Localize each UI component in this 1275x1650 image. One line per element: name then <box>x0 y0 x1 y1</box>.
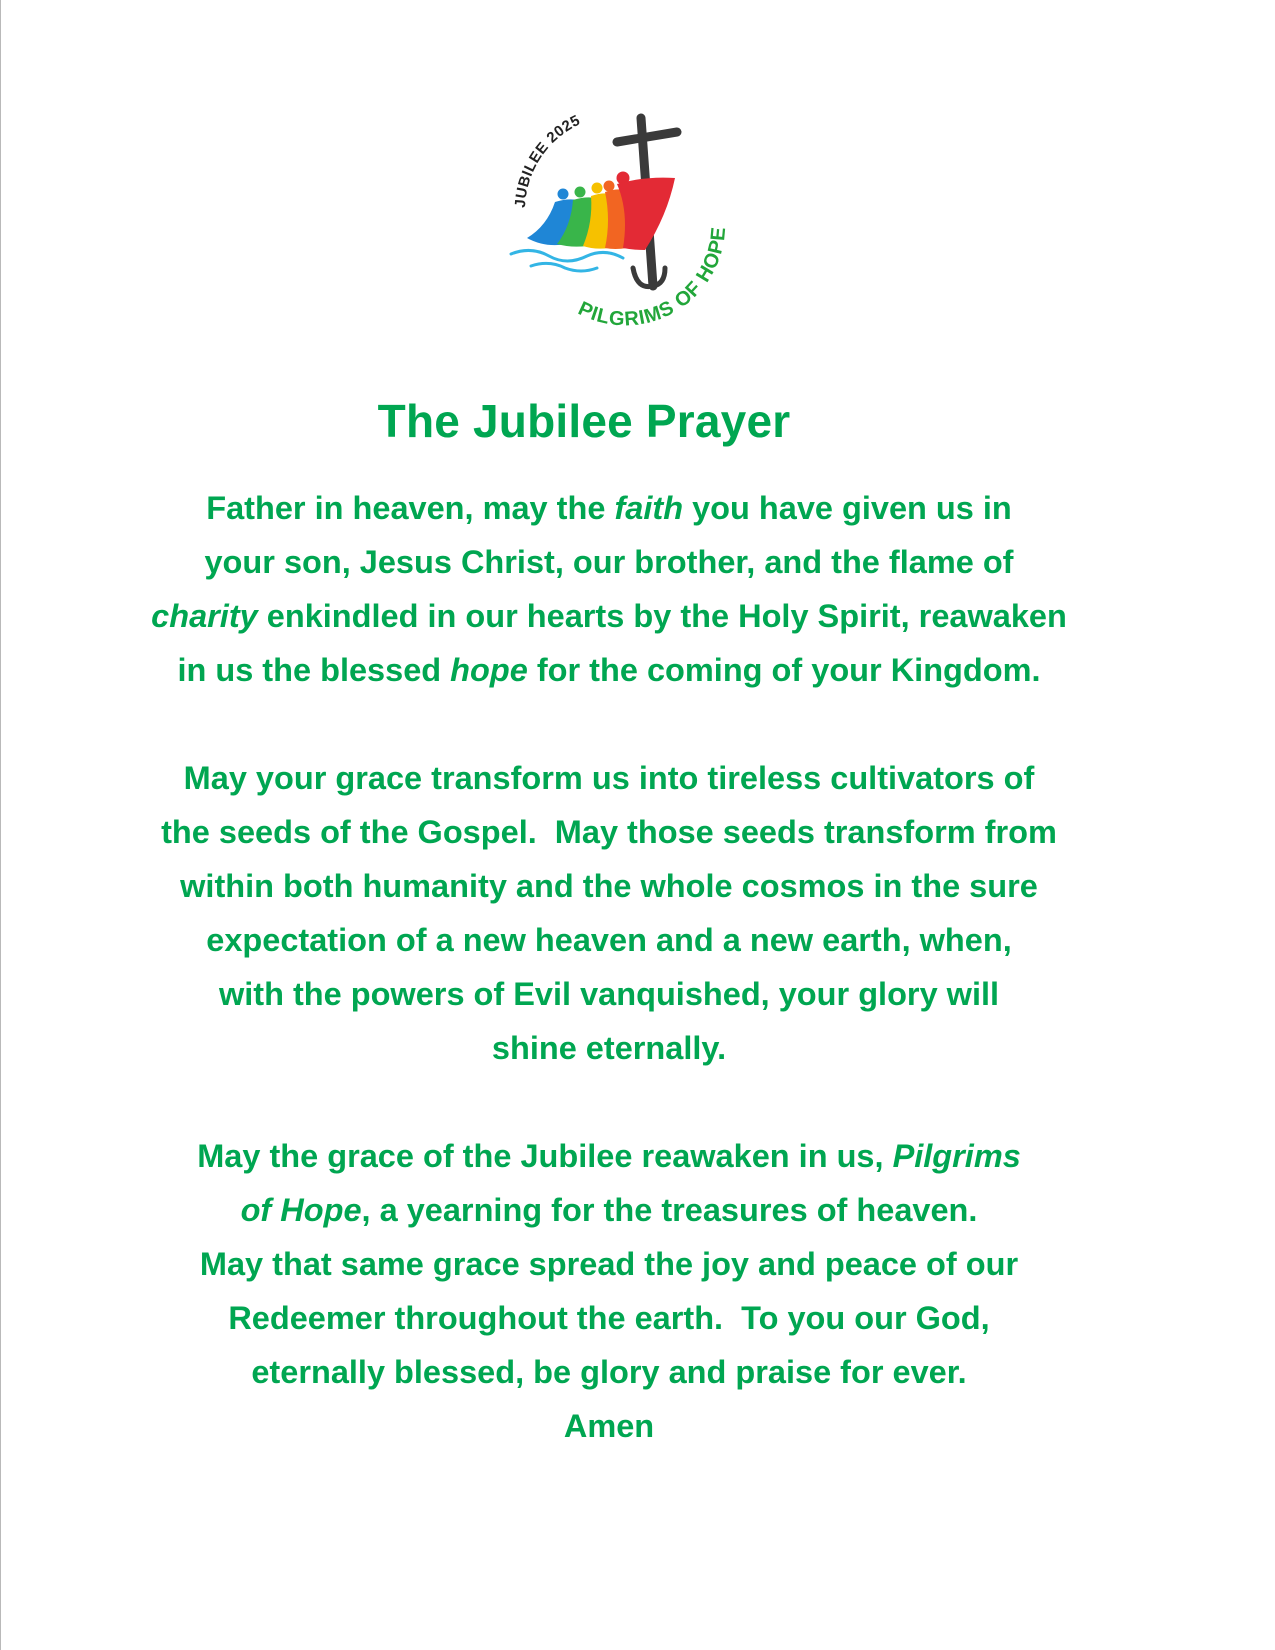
amen-line: Amen <box>563 1408 655 1444</box>
prayer-text <box>98 481 1120 1453</box>
svg-text:JUBILEE 2025 <box>512 112 583 208</box>
prayer-stanza-1 <box>98 481 1120 697</box>
stanza-3-line-4: Redeemer throughout the earth. To you our God, <box>228 1300 990 1336</box>
page-title: The Jubilee Prayer <box>377 395 791 447</box>
stanza-1-line-2: your son, Jesus Christ, our brother, and the flame of <box>204 544 1014 580</box>
text-segment: Father in heaven, may the <box>206 490 615 526</box>
waves-icon <box>511 250 623 271</box>
prayer-stanza-2 <box>98 751 1120 1075</box>
stanza-2-line-1: May your grace transform us into tireless cultivators of <box>183 760 1035 796</box>
emphasis-pilgrims: Pilgrims <box>892 1138 1021 1174</box>
text-segment: in us the blessed <box>177 652 451 688</box>
page-left-border <box>0 0 1 1650</box>
stanza-2-line-5: with the powers of Evil vanquished, your glory will <box>218 976 1000 1012</box>
stanza-1-line-3 <box>98 589 1120 643</box>
stanza-2-line-4: expectation of a new heaven and a new earth, when, <box>206 922 1012 958</box>
stanza-2-line-3: within both humanity and the whole cosmos in the sure <box>180 868 1038 904</box>
stanza-spacer <box>98 1075 1120 1129</box>
text-segment: you have given us in <box>683 490 1012 526</box>
jubilee-logo-graphic <box>505 108 735 340</box>
logo-arc-bottom-text: PILGRIMS OF HOPE <box>574 225 731 331</box>
emphasis-of-hope: of Hope <box>240 1192 362 1228</box>
jubilee-2025-logo <box>505 108 735 340</box>
stanza-3-line-3: May that same grace spread the joy and peace of our <box>199 1246 1019 1282</box>
stanza-1-line-4 <box>98 643 1120 697</box>
stanza-3-line-1 <box>98 1129 1120 1183</box>
text-segment: for the coming of your Kingdom. <box>527 652 1041 688</box>
emphasis-faith: faith <box>614 490 684 526</box>
emphasis-charity: charity <box>151 598 258 634</box>
stanza-2-line-2: the seeds of the Gospel. May those seeds transform from <box>161 814 1057 850</box>
prayer-stanza-3 <box>98 1129 1120 1453</box>
stanza-1-line-1 <box>98 481 1120 535</box>
text-segment: May the grace of the Jubilee reawaken in us, <box>197 1138 893 1174</box>
emphasis-hope: hope <box>450 652 528 688</box>
text-segment: , a yearning for the treasures of heaven. <box>361 1192 978 1228</box>
stanza-3-line-2 <box>98 1183 1120 1237</box>
text-segment: enkindled in our hearts by the Holy Spirit, reawaken <box>257 598 1067 634</box>
logo-arc-top-text: JUBILEE 2025 <box>511 111 584 209</box>
stanza-3-line-5: eternally blessed, be glory and praise for ever. <box>251 1354 967 1390</box>
stanza-2-line-6: shine eternally. <box>491 1030 727 1066</box>
stanza-spacer <box>98 697 1120 751</box>
